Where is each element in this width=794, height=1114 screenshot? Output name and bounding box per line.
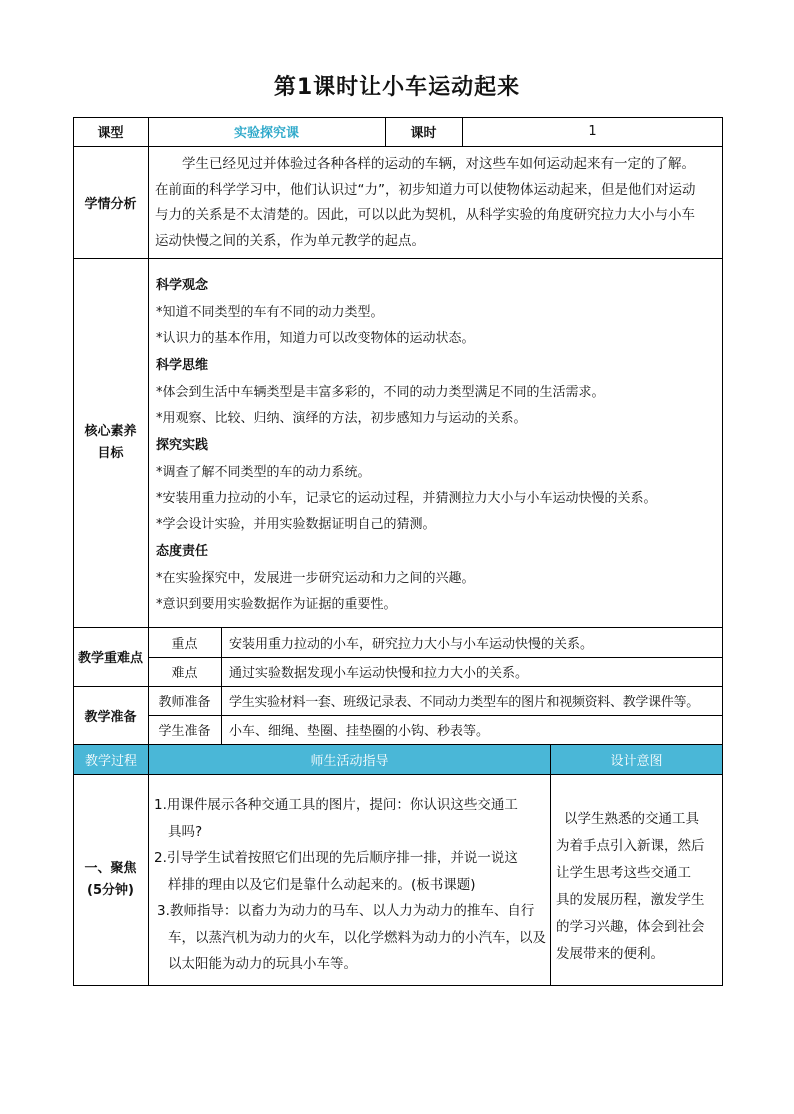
difficult-point-text: 通过实验数据发现小车运动快慢和拉力大小的关系。	[229, 666, 529, 681]
student-prep-text: 小车、细绳、垫圈、挂垫圈的小钩、秒表等。	[229, 724, 490, 739]
activity-line: 具吗?	[168, 823, 203, 840]
lesson-type-value: 实验探究课	[233, 126, 299, 141]
goal-item: *体会到生活中车辆类型是丰富多彩的，不同的动力类型满足不同的生活需求。	[156, 385, 605, 400]
preparation-label: 教学准备	[84, 709, 137, 725]
analysis-label: 学情分析	[84, 196, 137, 212]
col-divider	[148, 117, 149, 986]
analysis-line: 与力的关系是不太清楚的。因此，可以以此为契机，从科学实验的角度研究拉力大小与小车	[155, 207, 695, 223]
stage-name	[73, 774, 148, 986]
goal-item: *在实验探究中，发展进一步研究运动和力之间的兴趣。	[156, 571, 475, 586]
lesson-type-label: 课型	[97, 126, 124, 141]
key-point-text: 安装用重力拉动的小车，研究拉力大小与小车运动快慢的关系。	[229, 636, 594, 652]
key-points-label: 教学重难点	[77, 651, 143, 666]
teacher-prep-text: 学生实验材料一套、班级记录表、不同动力类型车的图片和视频资料、教学课件等。	[229, 695, 699, 710]
analysis-line: 学生已经见过并体验过各种各样的运动的车辆，对这些车如何运动起来有一定的了解。	[182, 156, 695, 172]
goal-item: *学会设计实验，并用实验数据证明自己的猜测。	[156, 517, 436, 532]
teacher-prep-label: 教师准备	[158, 695, 211, 710]
goals-label-line: 核心素养	[84, 423, 137, 439]
design-line: 发展带来的便利。	[556, 946, 664, 962]
difficult-point-label: 难点	[171, 666, 198, 681]
row-divider	[73, 146, 723, 147]
activity-line: 车，以蒸汽机为动力的火车，以化学燃料为动力的小汽车，以及	[168, 929, 546, 946]
goal-item: *意识到要用实验数据作为证据的重要性。	[156, 597, 397, 612]
key-point-label: 重点	[171, 636, 198, 652]
stage-name-line: 一、聚焦	[84, 861, 137, 876]
goal-heading: 态度责任	[156, 544, 209, 559]
col-divider	[550, 744, 551, 986]
class-hours-value: 1	[588, 124, 597, 139]
goal-item: *用观察、比较、归纳、演绎的方法，初步感知力与运动的关系。	[156, 411, 527, 426]
activity-line: 1.用课件展示各种交通工具的图片，提问：你认识这些交通工	[154, 797, 518, 813]
activity-line: 2.引导学生试着按照它们出现的先后顺序排一排，并说一说这	[154, 850, 518, 866]
goal-item: *安装用重力拉动的小车，记录它的运动过程，并猜测拉力大小与小车运动快慢的关系。	[156, 491, 657, 506]
process-header-activity: 师生活动指导	[149, 745, 550, 774]
row-divider	[73, 774, 723, 775]
stage-name-line: (5分钟)	[87, 883, 134, 898]
goal-heading: 探究实践	[156, 438, 209, 453]
activity-line: 样排的理由以及它们是靠什么动起来的。(板书课题)	[168, 876, 476, 893]
goal-item: *认识力的基本作用，知道力可以改变物体的运动状态。	[156, 331, 475, 346]
goals-label-line: 目标	[97, 445, 124, 461]
design-line: 以学生熟悉的交通工具	[564, 811, 699, 827]
activity-line: 3.教师指导：以畜力为动力的马车、以人力为动力的推车、自行	[157, 903, 535, 919]
design-line: 让学生思考这些交通工	[556, 865, 691, 881]
design-line: 的学习兴趣，体会到社会	[556, 919, 705, 935]
design-line: 具的发展历程，激发学生	[556, 892, 705, 908]
goals-label	[73, 258, 148, 627]
analysis-line: 运动快慢之间的关系，作为单元教学的起点。	[155, 232, 425, 249]
design-line: 为着手点引入新课，然后	[556, 838, 705, 854]
student-prep-label: 学生准备	[158, 724, 211, 739]
row-divider	[73, 258, 723, 259]
analysis-text	[155, 152, 720, 254]
goals-content	[156, 272, 716, 618]
goal-item: *调查了解不同类型的车的动力系统。	[156, 465, 371, 480]
col-divider	[221, 627, 222, 744]
process-header-design: 设计意图	[551, 745, 722, 774]
page-title: 第1课时让小车运动起来	[273, 75, 521, 100]
stage-activity	[154, 792, 550, 978]
class-hours-label: 课时	[410, 126, 437, 141]
goal-heading: 科学观念	[156, 278, 209, 293]
process-header-stage: 教学过程	[74, 745, 148, 774]
goal-item: *知道不同类型的车有不同的动力类型。	[156, 305, 384, 320]
goal-heading: 科学思维	[156, 358, 209, 373]
analysis-line: 在前面的科学学习中，他们认识过“力”，初步知道力可以使物体运动起来，但是他们对运动	[155, 181, 696, 198]
design-intent	[556, 806, 718, 968]
activity-line: 以太阳能为动力的玩具小车等。	[168, 956, 357, 972]
